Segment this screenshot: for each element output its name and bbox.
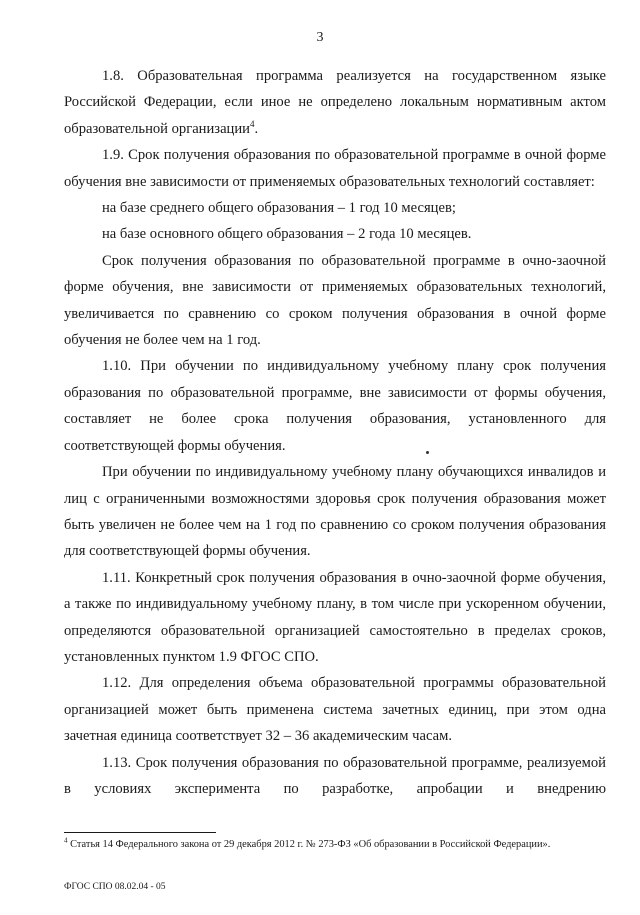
- paragraph-1-11: 1.11. Конкретный срок получения образования в очно-заочной форме обучения, а также по индивидуальному учебному плану, в том числе при ускоренном обучении, определяются образовательной организацией самостоятельно в пределах сроков, установленных пунктом 1.9 ФГОС СПО.: [64, 569, 606, 665]
- footnote-reference: 4: [249, 118, 255, 129]
- paragraph-1-8-end: .: [254, 120, 259, 137]
- footnote-marker: 4: [64, 836, 68, 845]
- paragraph-1-10: 1.10. При обучении по индивидуальному учебному плану срок получения образования по образовательной программе, вне зависимости от формы обучения, составляет не более срока получения образования, установленного для соответствующей формы обучения.: [64, 358, 606, 454]
- paragraph-1-9-item-1: на базе среднего общего образования – 1 год 10 месяцев;: [102, 200, 456, 217]
- paragraph-1-9-extra: Срок получения образования по образовательной программе в очно-заочной форме обучения, вне зависимости от применяемых образовательных технологий, увеличивается по сравнению со сроком получения образования в очной форме обучения не более чем на 1 год.: [64, 252, 606, 349]
- paragraph-1-9: 1.9. Срок получения образования по образовательной программе в очной форме обучения вне зависимости от применяемых образовательных технологий составляет:: [64, 147, 606, 190]
- document-code: ФГОС СПО 08.02.04 - 05: [64, 882, 166, 892]
- scan-speck: [426, 451, 429, 454]
- document-body: [64, 63, 606, 802]
- page-number: 3: [316, 30, 324, 45]
- paragraph-1-10-extra: При обучении по индивидуальному учебному плану обучающихся инвалидов и лиц с ограниченными возможностями здоровья срок получения образования может быть увеличен не более чем на 1 год по сравнению со сроком получения образования для соответствующей формы обучения.: [64, 464, 606, 560]
- paragraph-1-13: 1.13. Срок получения образования по образовательной программе, реализуемой в условиях эксперимента по разработке, апробации и внедрению: [64, 754, 606, 797]
- paragraph-1-8-text: 1.8. Образовательная программа реализуется на государственном языке Российской Федерации, если иное не определено локальным нормативным актом образовательной организации: [64, 68, 606, 137]
- paragraph-1-12: 1.12. Для определения объема образовательной программы образовательной организацией может быть применена система зачетных единиц, при этом одна зачетная единица соответствует 32 – 36 академическим часам.: [64, 675, 606, 745]
- paragraph-1-9-item-2: на базе основного общего образования – 2 года 10 месяцев.: [102, 226, 472, 243]
- footnote-text: Статья 14 Федерального закона от 29 декабря 2012 г. № 273-ФЗ «Об образовании в Российской Федерации».: [67, 839, 551, 850]
- footnote-separator: [64, 832, 216, 833]
- paragraph-1-8: [64, 63, 606, 142]
- footnote: [64, 838, 624, 852]
